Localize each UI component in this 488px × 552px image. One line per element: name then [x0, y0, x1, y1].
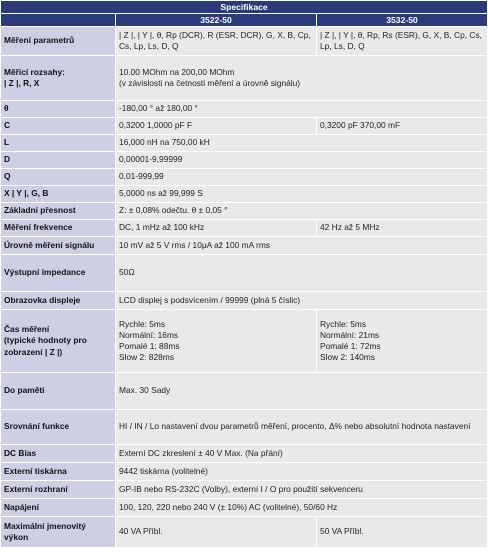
- spec-row: [1, 481, 487, 498]
- spec-value: HI / IN / Lo nastavení dvou parametrů měření, procento, Δ% nebo absolutní hodnota nastavení: [116, 410, 487, 444]
- spec-label: Základní přesnost: [1, 203, 115, 219]
- spec-row: [1, 118, 487, 134]
- spec-row: [1, 445, 487, 462]
- spec-value: 9442 tiskárna (volitelné): [116, 463, 487, 480]
- spec-value: -180,00 ° až 180,00 °: [116, 101, 487, 117]
- spec-row: [1, 101, 487, 117]
- spec-row: [1, 410, 487, 444]
- spec-row: [1, 517, 487, 547]
- spec-row: [1, 27, 487, 55]
- spec-value: 0,01-999,99: [116, 169, 487, 185]
- spec-row: [1, 292, 487, 309]
- corner-cell: [1, 14, 115, 26]
- spec-label: Maximální jmenovitý výkon: [1, 517, 115, 547]
- spec-value: Max. 30 Sady: [116, 373, 487, 409]
- spec-row: [1, 135, 487, 151]
- model-header-3532: 3532-50: [317, 14, 487, 26]
- spec-label: Napájení: [1, 499, 115, 516]
- spec-label: D: [1, 152, 115, 168]
- spec-row: [1, 203, 487, 219]
- spec-value: LCD displej s podsvícením / 99999 (plná 5 číslic): [116, 292, 487, 309]
- spec-label: Externí rozhraní: [1, 481, 115, 498]
- spec-label: Čas měření (typické hodnoty pro zobrazení | Z |): [1, 310, 115, 372]
- spec-value-3522: 40 VA Příbl.: [116, 517, 316, 547]
- spec-value-3522: 0,3200 1,0000 pF F: [116, 118, 316, 134]
- spec-row: [1, 169, 487, 185]
- table-title: Specifikace: [1, 1, 487, 13]
- spec-label: Měřicí rozsahy: | Z |, R, X: [1, 56, 115, 100]
- spec-value-3532: | Z |, | Y |, θ, Rp, Rs (ESR), G, X, B, Cp, Cs, Lp, Ls, D, Q: [317, 27, 487, 55]
- model-header-3522: 3522-50: [116, 14, 316, 26]
- spec-label: Úrovně měření signálu: [1, 237, 115, 254]
- spec-label: Srovnání funkce: [1, 410, 115, 444]
- spec-value: 100, 120, 220 nebo 240 V (± 10%) AC (volitelné), 50/60 Hz: [116, 499, 487, 516]
- spec-row: [1, 220, 487, 236]
- spec-value-3522: DC, 1 mHz až 100 kHz: [116, 220, 316, 236]
- spec-row: [1, 310, 487, 372]
- spec-value-3532: 42 Hz až 5 MHz: [317, 220, 487, 236]
- spec-value: GP-IB nebo RS-232C (Volby), externí I / O pro použití sekvenceru: [116, 481, 487, 498]
- spec-label: Q: [1, 169, 115, 185]
- spec-row: [1, 255, 487, 291]
- spec-label: L: [1, 135, 115, 151]
- spec-value: 0,00001-9,99999: [116, 152, 487, 168]
- spec-label: Měření frekvence: [1, 220, 115, 236]
- spec-label: DC Bias: [1, 445, 115, 462]
- spec-body: [1, 27, 487, 547]
- spec-label: θ: [1, 101, 115, 117]
- spec-value: 50Ω: [116, 255, 487, 291]
- spec-value-3522: | Z |, | Y |, θ, Rp (DCR), R (ESR, DCR), G, X, B, Cp, Cs, Lp, Ls, D, Q: [116, 27, 316, 55]
- spec-row: [1, 152, 487, 168]
- spec-value: 5,0000 ns až 99,999 S: [116, 186, 487, 202]
- spec-row: [1, 56, 487, 100]
- spec-value: 10 mV až 5 V rms / 10μA až 100 mA rms: [116, 237, 487, 254]
- spec-label: Výstupní impedance: [1, 255, 115, 291]
- spec-row: [1, 186, 487, 202]
- spec-row: [1, 373, 487, 409]
- spec-label: X | Y |, G, B: [1, 186, 115, 202]
- spec-value-3522: Rychle: 5ms Normální: 16ms Pomalé 1: 88ms Slow 2: 828ms: [116, 310, 316, 372]
- spec-label: Obrazovka displeje: [1, 292, 115, 309]
- spec-value-3532: Rychle: 5ms Normální: 21ms Pomalé 1: 72ms Slow 2: 140ms: [317, 310, 487, 372]
- spec-value-3532: 50 VA Příbl.: [317, 517, 487, 547]
- spec-row: [1, 237, 487, 254]
- model-header-row: [1, 14, 487, 26]
- spec-value-3532: 0,3200 pF 370,00 mF: [317, 118, 487, 134]
- spec-value: Z: ± 0,08% odečtu. θ ± 0,05 °: [116, 203, 487, 219]
- spec-label: Měření parametrů: [1, 27, 115, 55]
- spec-label: C: [1, 118, 115, 134]
- title-row: [1, 1, 487, 13]
- spec-value: Externí DC zkreslení ± 40 V Max. (Na přání): [116, 445, 487, 462]
- spec-value: 16,000 nH na 750,00 kH: [116, 135, 487, 151]
- spec-row: [1, 499, 487, 516]
- spec-value: 10.00 MOhm na 200,00 MOhm (v závislosti na četnosti měření a úrovně signálu): [116, 56, 487, 100]
- spec-label: Externí tiskárna: [1, 463, 115, 480]
- spec-row: [1, 463, 487, 480]
- spec-label: Do paměti: [1, 373, 115, 409]
